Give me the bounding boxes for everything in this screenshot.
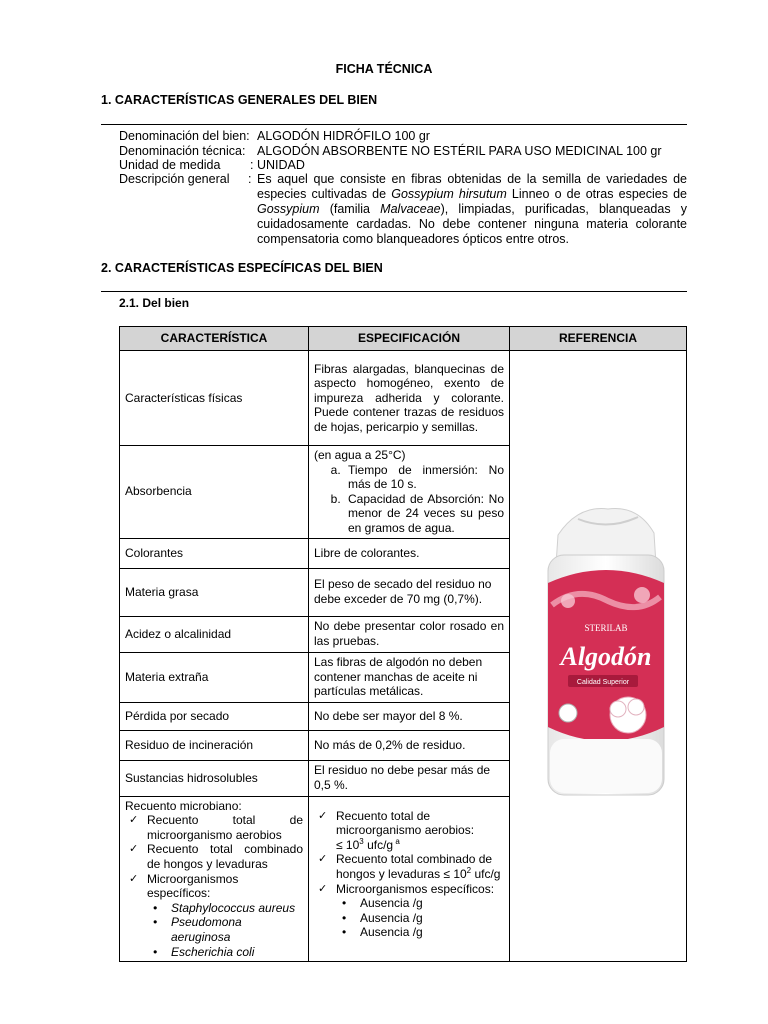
general-info <box>119 129 687 249</box>
desc-italic-2: Gossypium <box>257 202 320 216</box>
list-item <box>125 842 303 871</box>
list-item: b. Capacidad de Absorción: No menor de 24 veces su peso en gramos de agua. <box>344 492 504 536</box>
list-item <box>314 809 504 853</box>
micro-spec-list <box>314 809 504 897</box>
bullet-icon: • <box>153 900 158 915</box>
desc-text-3: (familia <box>319 202 381 216</box>
spec-text: ≤ 10 <box>336 837 360 852</box>
section-2-heading: 2. CARACTERÍSTICAS ESPECÍFICAS DEL BIEN <box>101 261 383 275</box>
check-icon: ✓ <box>129 843 139 856</box>
cotton-flower-petal <box>610 701 626 717</box>
cell-caracteristica: Residuo de incineración <box>120 730 309 760</box>
header-especificacion: ESPECIFICACIÓN <box>309 327 510 351</box>
brand-text: STERILAB <box>584 623 628 633</box>
check-icon: ✓ <box>129 872 139 885</box>
desc-text-4: ), limpiadas, purificadas, blanqueadas y cuidadosamente cardadas. No debe contener ninguna materia colorante compensatoria como blanqueadores ópticos entre otros. <box>257 202 687 246</box>
absorbencia-list <box>314 463 504 536</box>
list-item <box>314 882 504 897</box>
check-icon: ✓ <box>318 882 328 895</box>
list-item <box>314 925 504 940</box>
label-unidad-medida: Unidad de medida <box>119 158 221 172</box>
bullet-icon: • <box>153 915 158 930</box>
micro-check-list <box>125 813 303 901</box>
bag-bottom <box>550 739 662 793</box>
ausencia-text: Ausencia /g <box>360 896 423 911</box>
value-unidad-medida: UNIDAD <box>257 158 305 172</box>
cell-caracteristica: Sustancias hidrosolubles <box>120 760 309 796</box>
check-icon: ✓ <box>318 809 328 822</box>
list-item <box>125 945 303 960</box>
list-item <box>314 911 504 926</box>
organism-list <box>125 901 303 959</box>
label-descripcion-general: Descripción general <box>119 172 230 186</box>
header-caracteristica: CARACTERÍSTICA <box>120 327 309 351</box>
subsection-heading: 2.1. Del bien <box>119 296 190 310</box>
cell-especificacion: No más de 0,2% de residuo. <box>309 730 510 760</box>
organism-name: Pseudomona aeruginosa <box>171 915 242 944</box>
sep-descripcion: : <box>248 172 252 186</box>
label-denominacion-bien: Denominación del bien: <box>119 129 250 143</box>
section-2-rule <box>101 291 687 292</box>
section-1-rule <box>101 124 687 125</box>
cell-micro-spec <box>309 796 510 962</box>
absorbencia-intro: (en agua a 25°C) <box>314 448 406 462</box>
sep-unidad: : <box>250 158 254 172</box>
cell-caracteristica: Pérdida por secado <box>120 702 309 730</box>
cell-caracteristica: Materia extraña <box>120 652 309 702</box>
cell-especificacion: No debe ser mayor del 8 %. <box>309 702 510 730</box>
ausencia-list <box>314 896 504 940</box>
cell-especificacion: No debe presentar color rosado en las pruebas. <box>309 616 510 652</box>
value-descripcion-general <box>257 172 687 247</box>
check-icon: ✓ <box>129 814 139 827</box>
desc-italic-1: Gossypium hirsutum <box>391 187 507 201</box>
check-icon: ✓ <box>318 853 328 866</box>
page-title: FICHA TÉCNICA <box>335 62 433 76</box>
label-flower <box>634 587 650 603</box>
organism-name: Escherichia coli <box>171 944 255 959</box>
cell-caracteristica: Colorantes <box>120 538 309 568</box>
organism-name: Staphylococcus aureus <box>171 900 296 915</box>
list-item: a. Tiempo de inmersión: No más de 10 s. <box>344 463 504 492</box>
cell-especificacion: Libre de colorantes. <box>309 538 510 568</box>
cell-especificacion: El residuo no debe pesar más de 0,5 %. <box>309 760 510 796</box>
desc-text-2: Linneo o de otras especies de <box>506 187 687 201</box>
table-row <box>120 351 687 446</box>
cell-caracteristica: Acidez o alcalinidad <box>120 616 309 652</box>
cell-especificacion: Las fibras de algodón no deben contener manchas de aceite ni partículas metálicas. <box>309 652 510 702</box>
ausencia-text: Ausencia /g <box>360 925 423 940</box>
spec-exponent: 3 <box>359 836 364 846</box>
header-referencia: REFERENCIA <box>510 327 687 351</box>
spec-text: Microorganismos específicos: <box>336 881 495 896</box>
product-name-text: Algodón <box>560 642 652 671</box>
cell-absorbencia-spec <box>309 446 510 539</box>
check-text: Recuento total de microorganismo aerobios <box>147 813 303 842</box>
cotton-flower-petal <box>628 699 644 715</box>
bullet-icon: • <box>342 910 347 925</box>
spec-text: Recuento total de microorganismo aerobios: <box>336 808 475 838</box>
cell-caracteristica: Materia grasa <box>120 568 309 616</box>
list-item <box>125 872 303 901</box>
list-item <box>125 813 303 842</box>
cell-caracteristica: Características físicas <box>120 351 309 446</box>
value-denominacion-bien: ALGODÓN HIDRÓFILO 100 gr <box>257 129 430 143</box>
section-1-heading: 1. CARACTERÍSTICAS GENERALES DEL BIEN <box>101 93 378 107</box>
desc-text-1: Es aquel que consiste en fibras obtenidas de la semilla de variedades de especies cultivadas de <box>257 172 687 201</box>
label-denominacion-tecnica: Denominación técnica: <box>119 144 246 158</box>
spec-unit: ufc/g <box>363 837 394 852</box>
check-text: Microorganismos específicos: <box>147 871 239 901</box>
bullet-icon: • <box>342 925 347 940</box>
spec-footnote: a <box>393 836 400 846</box>
bullet-icon: • <box>342 896 347 911</box>
label-flower <box>561 594 575 608</box>
micro-label: Recuento microbiano: <box>125 798 242 813</box>
list-item <box>314 896 504 911</box>
seal-badge-icon <box>559 704 577 722</box>
spec-unit: ufc/g <box>471 866 501 881</box>
cell-recuento-microbiano <box>120 796 309 962</box>
spec-text: Recuento total combinado de hongos y levaduras ≤ 10 <box>336 852 493 881</box>
check-text: Recuento total combinado de hongos y levaduras <box>147 842 303 871</box>
spec-exponent: 2 <box>466 865 472 875</box>
cell-especificacion: El peso de secado del residuo no debe exceder de 70 mg (0,7%). <box>309 568 510 616</box>
bullet-icon: • <box>153 944 158 959</box>
list-item <box>314 852 504 881</box>
product-image <box>538 505 674 801</box>
cell-especificacion: Fibras alargadas, blanquecinas de aspecto homogéneo, exento de impureza adherida y colorante. Puede contener trazas de residuos de hojas, pericarpio y semillas. <box>309 351 510 446</box>
cell-caracteristica: Absorbencia <box>120 446 309 539</box>
value-denominacion-tecnica: ALGODÓN ABSORBENTE NO ESTÉRIL PARA USO MEDICINAL 100 gr <box>257 144 662 158</box>
table-header-row <box>120 327 687 351</box>
tagline-text: Calidad Superior <box>576 679 630 686</box>
list-item <box>125 915 303 944</box>
desc-italic-3: Malvaceae <box>380 202 441 216</box>
list-item <box>125 901 303 916</box>
ausencia-text: Ausencia /g <box>360 910 423 925</box>
